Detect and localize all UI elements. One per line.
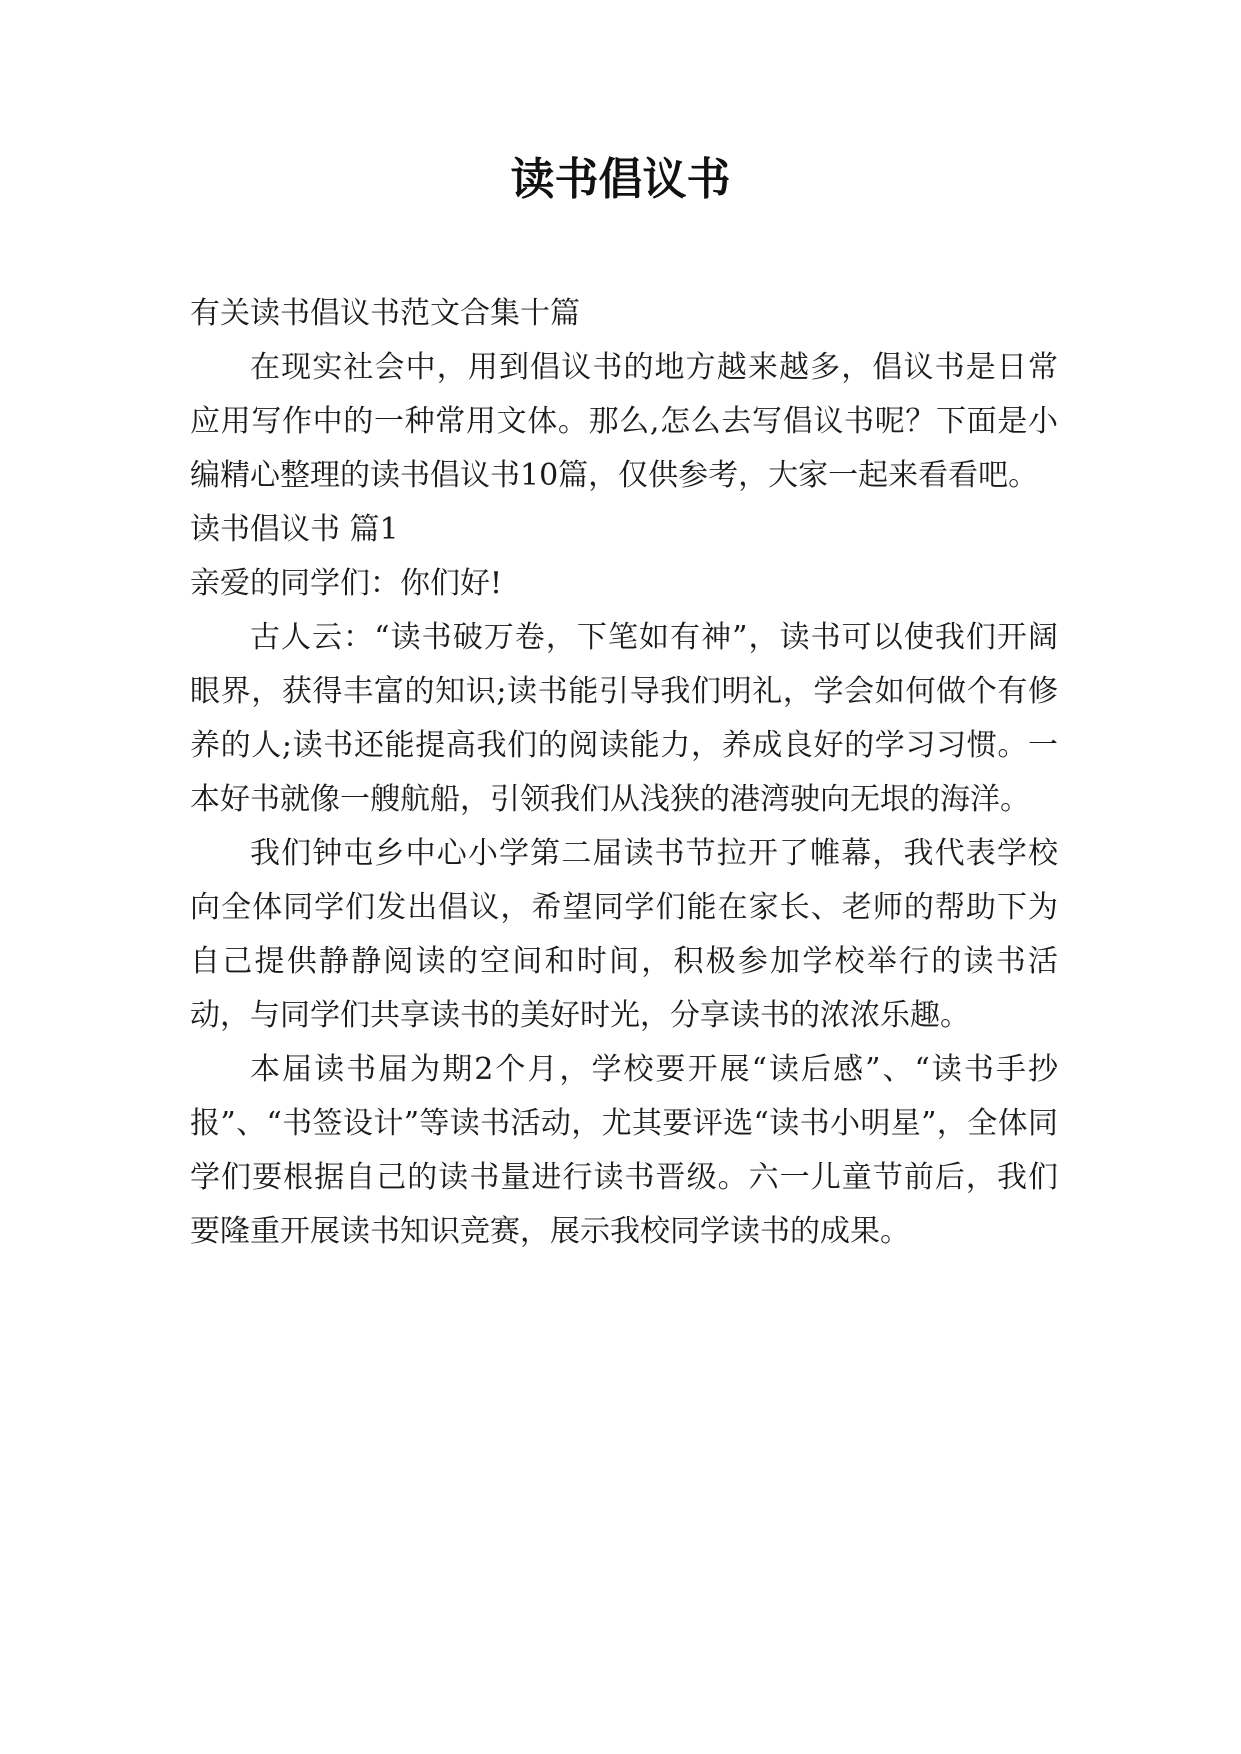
document-body [190, 287, 1058, 1259]
document-title: 读书倡议书 [510, 154, 731, 205]
intro-paragraph: 在现实社会中，用到倡议书的地方越来越多，倡议书是日常应用写作中的一种常用文体。那么,怎么去写倡议书呢？下面是小编精心整理的读书倡议书10篇，仅供参考，大家一起来看看吧。 [190, 350, 1058, 493]
section-heading: 读书倡议书 篇1 [190, 512, 399, 547]
body-paragraph: 我们钟屯乡中心小学第二届读书节拉开了帷幕，我代表学校向全体同学们发出倡议，希望同学们能在家长、老师的帮助下为自己提供静静阅读的空间和时间，积极参加学校举行的读书活动，与同学们共享读书的美好时光，分享读书的浓浓乐趣。 [190, 836, 1058, 1033]
body-paragraph: 本届读书届为期2个月，学校要开展“读后感”、“读书手抄报”、“书签设计”等读书活动，尤其要评选“读书小明星”，全体同学们要根据自己的读书量进行读书晋级。六一儿童节前后，我们要隆重开展读书知识竞赛，展示我校同学读书的成果。 [190, 1052, 1058, 1249]
body-paragraph: 古人云：“读书破万卷，下笔如有神”，读书可以使我们开阔眼界，获得丰富的知识;读书能引导我们明礼，学会如何做个有修养的人;读书还能提高我们的阅读能力，养成良好的学习习惯。一本好书就像一艘航船，引领我们从浅狭的港湾驶向无垠的海洋。 [190, 620, 1058, 817]
document-subtitle: 有关读书倡议书范文合集十篇 [190, 296, 580, 331]
letter-greeting: 亲爱的同学们：你们好! [190, 566, 503, 601]
